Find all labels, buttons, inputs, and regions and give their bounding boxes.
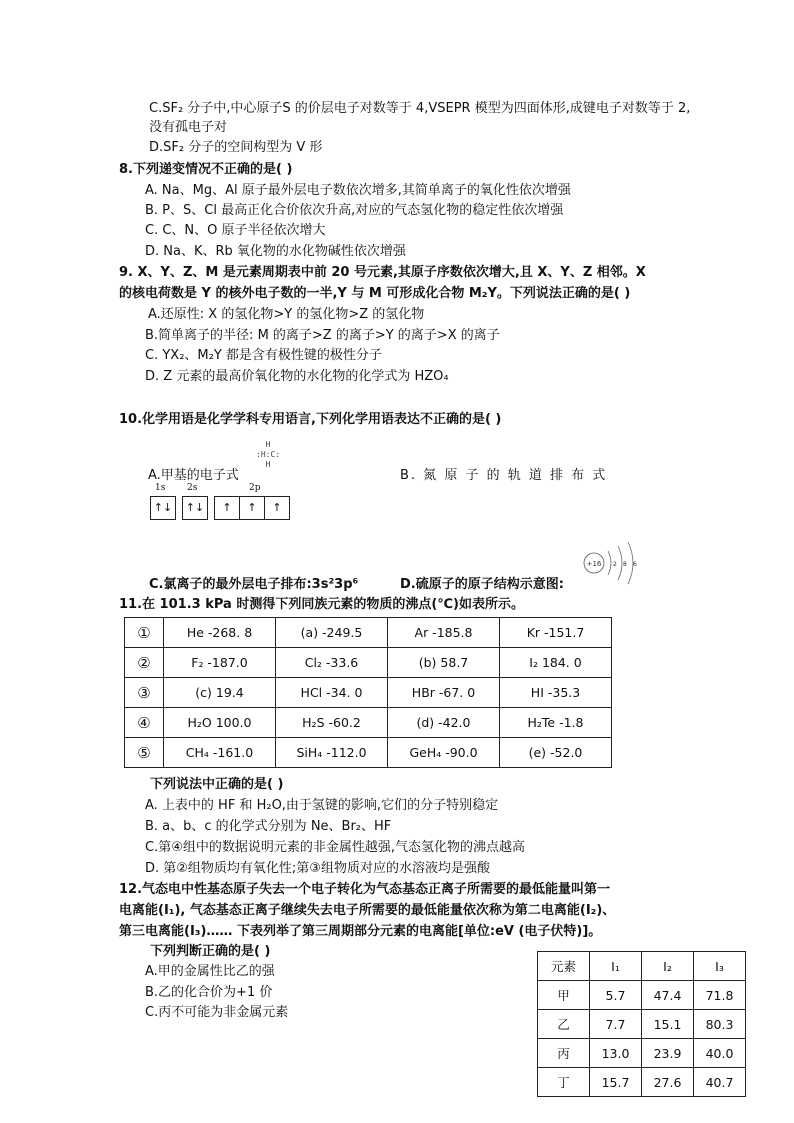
orbital-label-2p: 2p [249, 483, 261, 493]
methyl-center: :H:C: [256, 450, 281, 459]
q7-option-c-line1: C.SF₂ 分子中,中心原子S 的价层电子对数等于 4,VSEPR 模型为四面体形,成键电子对数等于 2, [149, 101, 691, 116]
table-cell: 乙 [538, 1010, 590, 1039]
q12-stem-line3: 第三电离能(I₃)…… 下表列举了第三周期部分元素的电离能[单位:eV (电子伏特)]。 [119, 924, 602, 939]
orbital-box-1s: ↑↓ [150, 496, 176, 520]
orbital-label-2s: 2s [187, 483, 198, 493]
table-cell: H₂S -60.2 [276, 708, 388, 738]
table-cell: Kr -151.7 [500, 618, 612, 648]
table-cell: SiH₄ -112.0 [276, 738, 388, 768]
table-cell: GeH₄ -90.0 [388, 738, 500, 768]
q9-option-a: A.还原性: X 的氢化物>Y 的氢化物>Z 的氢化物 [148, 307, 425, 322]
sulfur-shell-count-1: 2 [613, 561, 617, 568]
q9-option-d: D. Z 元素的最高价氧化物的水化物的化学式为 HZO₄ [145, 369, 449, 384]
table-row [125, 738, 612, 768]
table-cell: 71.8 [694, 981, 746, 1010]
q8-option-a: A. Na、Mg、Al 原子最外层电子数依次增多,其简单离子的氧化性依次增强 [145, 183, 571, 198]
q8-option-c: C. C、N、O 原子半径依次增大 [145, 223, 326, 238]
table-cell: 40.7 [694, 1068, 746, 1097]
methyl-h-bottom: H [265, 460, 271, 469]
q12-stem-line1: 12.气态电中性基态原子失去一个电子转化为气态基态正离子所需要的最低能量叫第一 [119, 882, 611, 897]
table-header-row [538, 952, 746, 981]
q12-ionization-energy-table [537, 951, 746, 1097]
q9-stem-line1: 9. X、Y、Z、M 是元素周期表中前 20 号元素,其原子序数依次增大,且 X、Y、Z 相邻。X [119, 265, 646, 280]
table-cell: CH₄ -161.0 [164, 738, 276, 768]
q12-stem-line2: 电离能(I₁), 气态基态正离子继续失去电子所需要的最低能量依次称为第二电离能(I₂)、 [119, 903, 616, 918]
orbital-label-1s: 1s [155, 483, 166, 493]
table-row [538, 981, 746, 1010]
table-cell: HCl -34. 0 [276, 678, 388, 708]
table-row [125, 648, 612, 678]
table-cell: HI -35.3 [500, 678, 612, 708]
table-cell: 7.7 [590, 1010, 642, 1039]
table-cell: ④ [125, 708, 164, 738]
table-cell: 丁 [538, 1068, 590, 1097]
table-cell: (e) -52.0 [500, 738, 612, 768]
q12-sub-stem: 下列判断正确的是( ) [150, 944, 271, 959]
table-cell: (c) 19.4 [164, 678, 276, 708]
table-cell: ② [125, 648, 164, 678]
table-cell: H₂Te -1.8 [500, 708, 612, 738]
table-row [538, 1010, 746, 1039]
table-row [538, 1068, 746, 1097]
q10-option-d: D.硫原子的原子结构示意图: [400, 577, 564, 592]
table-cell: ③ [125, 678, 164, 708]
sulfur-nucleus-charge: +16 [586, 560, 602, 568]
table-cell: HBr -67. 0 [388, 678, 500, 708]
table-cell: 80.3 [694, 1010, 746, 1039]
table-row [125, 678, 612, 708]
orbital-box-2s: ↑↓ [182, 496, 208, 520]
q10-option-a: A.甲基的电子式 [148, 468, 239, 483]
q9-option-b: B.简单离子的半径: M 的离子>Z 的离子>Y 的离子>X 的离子 [145, 328, 500, 343]
q12-option-c: C.丙不可能为非金属元素 [145, 1005, 289, 1020]
table-row [538, 1039, 746, 1068]
methyl-electron-formula [256, 440, 280, 470]
q11-stem: 11.在 101.3 kPa 时测得下列同族元素的物质的沸点(℃)如表所示。 [119, 597, 524, 612]
orbital-box-2p-1: ↑ [214, 496, 240, 520]
table-cell: 47.4 [642, 981, 694, 1010]
table-cell: H₂O 100.0 [164, 708, 276, 738]
table-cell: (d) -42.0 [388, 708, 500, 738]
table-cell: ① [125, 618, 164, 648]
nitrogen-orbital-diagram [150, 496, 296, 520]
q7-option-d: D.SF₂ 分子的空间构型为 V 形 [149, 140, 323, 155]
q10-option-b: B. 氮 原 子 的 轨 道 排 布 式 [400, 468, 608, 483]
q11-option-d: D. 第②组物质均有氧化性;第③组物质对应的水溶液均是强酸 [145, 861, 490, 876]
table-cell: Cl₂ -33.6 [276, 648, 388, 678]
q7-option-c-line2: 没有孤电子对 [149, 120, 228, 135]
q10-stem: 10.化学用语是化学学科专用语言,下列化学用语表达不正确的是( ) [119, 412, 502, 427]
table-cell: I₂ 184. 0 [500, 648, 612, 678]
table-cell: F₂ -187.0 [164, 648, 276, 678]
sulfur-shell-arc-1 [608, 551, 611, 575]
methyl-h-top: H [265, 440, 271, 449]
table-header-cell: I₂ [642, 952, 694, 981]
q11-option-b: B. a、b、c 的化学式分别为 Ne、Br₂、HF [145, 819, 392, 834]
q9-stem-line2: 的核电荷数是 Y 的核外电子数的一半,Y 与 M 可形成化合物 M₂Y。下列说法正确的是( ) [119, 286, 631, 301]
sulfur-shell-arc-2 [618, 546, 622, 580]
q8-option-b: B. P、S、Cl 最高正化合价依次升高,对应的气态氢化物的稳定性依次增强 [145, 203, 564, 218]
sulfur-shell-count-2: 8 [623, 561, 627, 568]
table-row [125, 618, 612, 648]
q10-option-c: C.氯离子的最外层电子排布:3s²3p⁶ [149, 577, 359, 592]
q11-sub-stem: 下列说法中正确的是( ) [150, 777, 284, 792]
q11-option-c: C.第④组中的数据说明元素的非金属性越强,气态氢化物的沸点越高 [145, 840, 525, 855]
table-header-cell: I₁ [590, 952, 642, 981]
table-header-cell: 元素 [538, 952, 590, 981]
table-header-cell: I₃ [694, 952, 746, 981]
table-cell: 13.0 [590, 1039, 642, 1068]
q8-stem: 8.下列递变情况不正确的是( ) [119, 162, 293, 177]
table-cell: He -268. 8 [164, 618, 276, 648]
sulfur-shell-count-3: 6 [633, 561, 637, 568]
table-cell: 40.0 [694, 1039, 746, 1068]
table-cell: (b) 58.7 [388, 648, 500, 678]
table-cell: ⑤ [125, 738, 164, 768]
table-row [125, 708, 612, 738]
table-cell: 5.7 [590, 981, 642, 1010]
orbital-box-2p-3: ↑ [265, 496, 290, 520]
table-cell: 15.7 [590, 1068, 642, 1097]
q11-boiling-point-table [124, 617, 612, 768]
q12-option-a: A.甲的金属性比乙的强 [145, 964, 275, 979]
table-cell: 丙 [538, 1039, 590, 1068]
table-cell: 15.1 [642, 1010, 694, 1039]
q8-option-d: D. Na、K、Rb 氧化物的水化物碱性依次增强 [145, 244, 406, 259]
table-cell: 甲 [538, 981, 590, 1010]
orbital-box-2p-2: ↑ [240, 496, 265, 520]
table-cell: Ar -185.8 [388, 618, 500, 648]
sulfur-atom-structure-diagram [580, 538, 640, 588]
table-cell: (a) -249.5 [276, 618, 388, 648]
q12-option-b: B.乙的化合价为+1 价 [145, 985, 273, 1000]
table-cell: 23.9 [642, 1039, 694, 1068]
q9-option-c: C. YX₂、M₂Y 都是含有极性键的极性分子 [145, 348, 382, 363]
q11-option-a: A. 上表中的 HF 和 H₂O,由于氢键的影响,它们的分子特别稳定 [145, 798, 499, 813]
table-cell: 27.6 [642, 1068, 694, 1097]
